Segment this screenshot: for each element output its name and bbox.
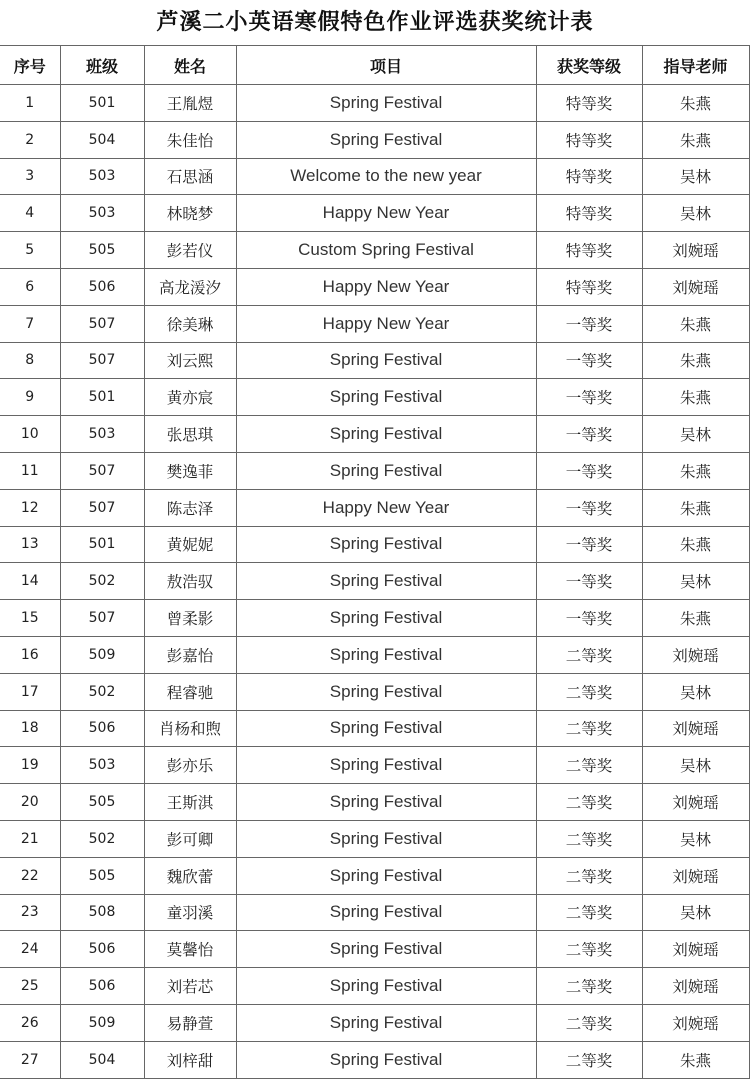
cell-index: 13: [0, 526, 60, 563]
cell-class: 505: [60, 784, 144, 821]
cell-award-level: 特等奖: [536, 121, 642, 158]
cell-teacher: 朱燕: [642, 489, 749, 526]
cell-award-level: 一等奖: [536, 416, 642, 453]
table-body: [0, 85, 749, 1079]
cell-student-name: 徐美琳: [144, 305, 236, 342]
cell-award-level: 二等奖: [536, 1041, 642, 1078]
cell-index: 17: [0, 673, 60, 710]
cell-award-level: 一等奖: [536, 526, 642, 563]
cell-project: Happy New Year: [236, 195, 536, 232]
table-row: [0, 526, 749, 563]
cell-project: Welcome to the new year: [236, 158, 536, 195]
cell-project: Spring Festival: [236, 526, 536, 563]
table-row: [0, 563, 749, 600]
column-header-award-level: 获奖等级: [536, 46, 642, 85]
cell-project: Spring Festival: [236, 673, 536, 710]
cell-student-name: 王斯淇: [144, 784, 236, 821]
cell-project: Spring Festival: [236, 563, 536, 600]
cell-teacher: 朱燕: [642, 305, 749, 342]
cell-student-name: 刘梓甜: [144, 1041, 236, 1078]
cell-award-level: 二等奖: [536, 710, 642, 747]
cell-student-name: 易静萱: [144, 1004, 236, 1041]
cell-index: 6: [0, 268, 60, 305]
table-header-row: [0, 46, 749, 85]
cell-teacher: 朱燕: [642, 452, 749, 489]
cell-award-level: 二等奖: [536, 820, 642, 857]
cell-award-level: 二等奖: [536, 673, 642, 710]
cell-award-level: 一等奖: [536, 379, 642, 416]
table-row: [0, 416, 749, 453]
table-row: [0, 747, 749, 784]
cell-class: 504: [60, 121, 144, 158]
cell-project: Spring Festival: [236, 784, 536, 821]
cell-teacher: 刘婉瑶: [642, 968, 749, 1005]
cell-class: 506: [60, 710, 144, 747]
cell-teacher: 刘婉瑶: [642, 636, 749, 673]
cell-project: Spring Festival: [236, 600, 536, 637]
cell-project: Spring Festival: [236, 820, 536, 857]
table-row: [0, 1041, 749, 1078]
cell-student-name: 曾柔影: [144, 600, 236, 637]
cell-class: 501: [60, 526, 144, 563]
cell-award-level: 二等奖: [536, 747, 642, 784]
cell-index: 1: [0, 85, 60, 122]
cell-project: Spring Festival: [236, 931, 536, 968]
cell-class: 505: [60, 857, 144, 894]
cell-project: Spring Festival: [236, 1041, 536, 1078]
cell-teacher: 刘婉瑶: [642, 710, 749, 747]
table-row: [0, 894, 749, 931]
cell-award-level: 特等奖: [536, 268, 642, 305]
cell-index: 19: [0, 747, 60, 784]
cell-index: 15: [0, 600, 60, 637]
cell-class: 501: [60, 379, 144, 416]
cell-teacher: 朱燕: [642, 85, 749, 122]
cell-teacher: 吴林: [642, 416, 749, 453]
cell-project: Spring Festival: [236, 342, 536, 379]
cell-class: 509: [60, 636, 144, 673]
cell-student-name: 莫馨怡: [144, 931, 236, 968]
cell-class: 507: [60, 452, 144, 489]
cell-teacher: 吴林: [642, 195, 749, 232]
cell-student-name: 彭若仪: [144, 232, 236, 269]
cell-award-level: 特等奖: [536, 85, 642, 122]
table-row: [0, 342, 749, 379]
cell-index: 22: [0, 857, 60, 894]
table-row: [0, 857, 749, 894]
table-row: [0, 452, 749, 489]
cell-teacher: 朱燕: [642, 121, 749, 158]
cell-index: 12: [0, 489, 60, 526]
cell-award-level: 一等奖: [536, 489, 642, 526]
cell-class: 507: [60, 342, 144, 379]
cell-project: Happy New Year: [236, 305, 536, 342]
cell-class: 506: [60, 931, 144, 968]
cell-student-name: 刘云熙: [144, 342, 236, 379]
cell-project: Spring Festival: [236, 121, 536, 158]
table-row: [0, 158, 749, 195]
cell-project: Custom Spring Festival: [236, 232, 536, 269]
cell-teacher: 刘婉瑶: [642, 1004, 749, 1041]
cell-teacher: 吴林: [642, 747, 749, 784]
cell-class: 507: [60, 305, 144, 342]
table-row: [0, 195, 749, 232]
cell-award-level: 一等奖: [536, 342, 642, 379]
column-header-project: 项目: [236, 46, 536, 85]
cell-student-name: 张思琪: [144, 416, 236, 453]
cell-index: 2: [0, 121, 60, 158]
cell-project: Spring Festival: [236, 452, 536, 489]
cell-project: Happy New Year: [236, 268, 536, 305]
cell-award-level: 特等奖: [536, 232, 642, 269]
table-row: [0, 379, 749, 416]
cell-student-name: 黄亦宸: [144, 379, 236, 416]
cell-student-name: 黄妮妮: [144, 526, 236, 563]
cell-teacher: 朱燕: [642, 1041, 749, 1078]
cell-index: 3: [0, 158, 60, 195]
cell-student-name: 敖浩驭: [144, 563, 236, 600]
cell-project: Spring Festival: [236, 894, 536, 931]
column-header-name: 姓名: [144, 46, 236, 85]
cell-index: 10: [0, 416, 60, 453]
cell-student-name: 程睿驰: [144, 673, 236, 710]
cell-student-name: 高龙湲汐: [144, 268, 236, 305]
cell-project: Spring Festival: [236, 710, 536, 747]
cell-student-name: 彭可卿: [144, 820, 236, 857]
cell-index: 21: [0, 820, 60, 857]
cell-class: 505: [60, 232, 144, 269]
cell-award-level: 二等奖: [536, 636, 642, 673]
cell-class: 504: [60, 1041, 144, 1078]
cell-student-name: 朱佳怡: [144, 121, 236, 158]
cell-index: 4: [0, 195, 60, 232]
cell-index: 23: [0, 894, 60, 931]
cell-project: Spring Festival: [236, 1004, 536, 1041]
cell-award-level: 二等奖: [536, 857, 642, 894]
cell-student-name: 童羽溪: [144, 894, 236, 931]
cell-student-name: 樊逸菲: [144, 452, 236, 489]
table-row: [0, 268, 749, 305]
cell-project: Spring Festival: [236, 857, 536, 894]
cell-teacher: 刘婉瑶: [642, 268, 749, 305]
cell-class: 503: [60, 158, 144, 195]
cell-project: Happy New Year: [236, 489, 536, 526]
cell-teacher: 吴林: [642, 894, 749, 931]
cell-teacher: 吴林: [642, 563, 749, 600]
column-header-class: 班级: [60, 46, 144, 85]
table-row: [0, 673, 749, 710]
cell-index: 7: [0, 305, 60, 342]
cell-project: Spring Festival: [236, 968, 536, 1005]
cell-index: 14: [0, 563, 60, 600]
cell-student-name: 王胤煜: [144, 85, 236, 122]
cell-class: 502: [60, 673, 144, 710]
cell-award-level: 二等奖: [536, 931, 642, 968]
cell-teacher: 吴林: [642, 820, 749, 857]
cell-class: 503: [60, 747, 144, 784]
table-row: [0, 85, 749, 122]
table-row: [0, 121, 749, 158]
cell-student-name: 刘若芯: [144, 968, 236, 1005]
award-table: [0, 46, 750, 1079]
cell-student-name: 魏欣蕾: [144, 857, 236, 894]
cell-student-name: 陈志泽: [144, 489, 236, 526]
cell-class: 507: [60, 600, 144, 637]
cell-teacher: 朱燕: [642, 526, 749, 563]
column-header-teacher: 指导老师: [642, 46, 749, 85]
cell-project: Spring Festival: [236, 379, 536, 416]
table-row: [0, 305, 749, 342]
cell-project: Spring Festival: [236, 747, 536, 784]
cell-teacher: 刘婉瑶: [642, 232, 749, 269]
cell-class: 501: [60, 85, 144, 122]
cell-index: 16: [0, 636, 60, 673]
cell-class: 502: [60, 563, 144, 600]
cell-class: 508: [60, 894, 144, 931]
cell-award-level: 特等奖: [536, 158, 642, 195]
table-row: [0, 968, 749, 1005]
cell-student-name: 林晓梦: [144, 195, 236, 232]
cell-award-level: 二等奖: [536, 784, 642, 821]
cell-class: 503: [60, 416, 144, 453]
cell-class: 506: [60, 968, 144, 1005]
cell-teacher: 刘婉瑶: [642, 931, 749, 968]
cell-teacher: 吴林: [642, 158, 749, 195]
cell-student-name: 彭亦乐: [144, 747, 236, 784]
cell-award-level: 二等奖: [536, 1004, 642, 1041]
cell-teacher: 吴林: [642, 673, 749, 710]
cell-teacher: 朱燕: [642, 379, 749, 416]
table-row: [0, 636, 749, 673]
cell-award-level: 二等奖: [536, 968, 642, 1005]
cell-award-level: 一等奖: [536, 305, 642, 342]
cell-index: 26: [0, 1004, 60, 1041]
cell-award-level: 二等奖: [536, 894, 642, 931]
cell-award-level: 一等奖: [536, 563, 642, 600]
cell-award-level: 一等奖: [536, 600, 642, 637]
cell-index: 20: [0, 784, 60, 821]
cell-student-name: 彭嘉怡: [144, 636, 236, 673]
page-title: 芦溪二小英语寒假特色作业评选获奖统计表: [0, 0, 750, 46]
cell-teacher: 刘婉瑶: [642, 784, 749, 821]
table-row: [0, 600, 749, 637]
table-row: [0, 820, 749, 857]
table-row: [0, 232, 749, 269]
column-header-index: 序号: [0, 46, 60, 85]
table-row: [0, 931, 749, 968]
cell-project: Spring Festival: [236, 636, 536, 673]
table-row: [0, 784, 749, 821]
cell-class: 502: [60, 820, 144, 857]
cell-project: Spring Festival: [236, 416, 536, 453]
table-row: [0, 489, 749, 526]
cell-class: 506: [60, 268, 144, 305]
cell-class: 503: [60, 195, 144, 232]
cell-index: 9: [0, 379, 60, 416]
cell-teacher: 朱燕: [642, 342, 749, 379]
cell-index: 27: [0, 1041, 60, 1078]
cell-student-name: 石思涵: [144, 158, 236, 195]
cell-index: 5: [0, 232, 60, 269]
cell-project: Spring Festival: [236, 85, 536, 122]
cell-index: 25: [0, 968, 60, 1005]
table-row: [0, 710, 749, 747]
cell-index: 11: [0, 452, 60, 489]
cell-index: 8: [0, 342, 60, 379]
cell-class: 509: [60, 1004, 144, 1041]
cell-teacher: 朱燕: [642, 600, 749, 637]
cell-index: 24: [0, 931, 60, 968]
cell-student-name: 肖杨和煦: [144, 710, 236, 747]
cell-teacher: 刘婉瑶: [642, 857, 749, 894]
cell-award-level: 特等奖: [536, 195, 642, 232]
cell-index: 18: [0, 710, 60, 747]
cell-class: 507: [60, 489, 144, 526]
table-row: [0, 1004, 749, 1041]
cell-award-level: 一等奖: [536, 452, 642, 489]
